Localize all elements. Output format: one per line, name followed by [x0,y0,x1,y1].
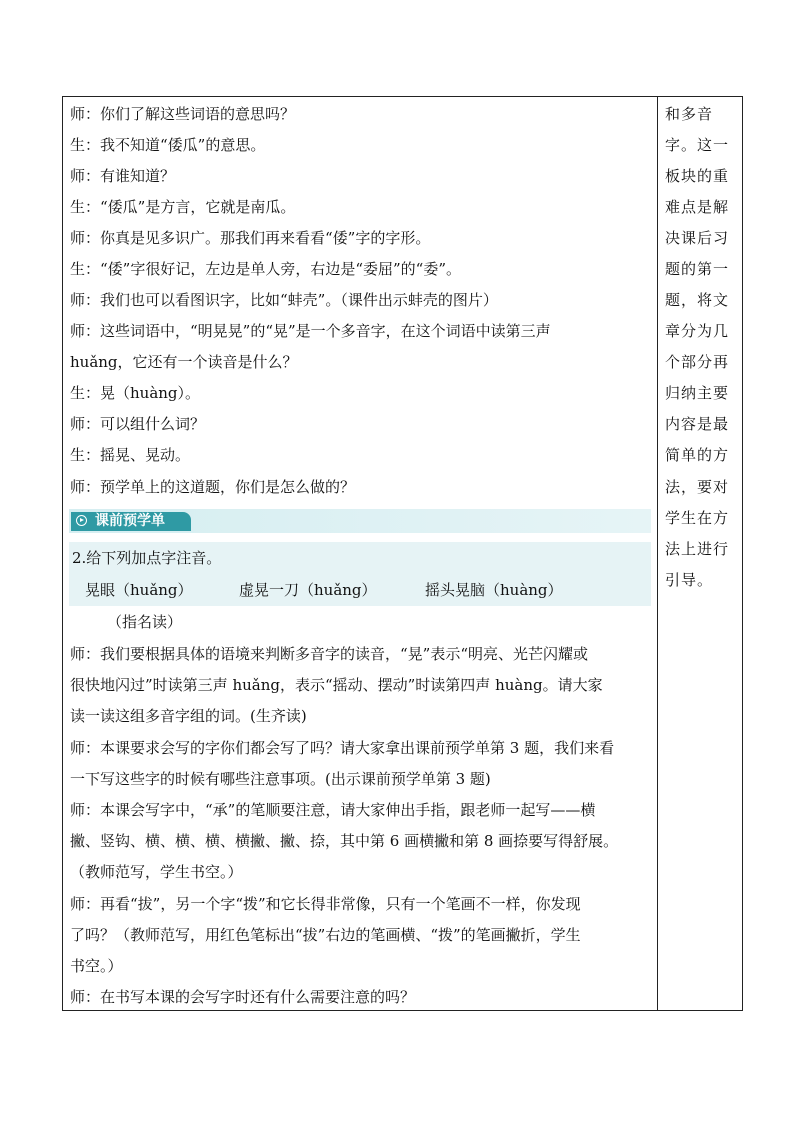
commentary-line: 题，将文 [665,291,730,309]
play-circle-icon [76,515,87,526]
dialogue-line: 生：我不知道“倭瓜”的意思。 [70,136,266,154]
preview-sheet-banner [69,509,651,533]
commentary-line: 章分为几 [665,322,730,340]
dialogue-line: 师：本课会写字中，“承”的笔顺要注意，请大家伸出手指，跟老师一起写——横 [70,801,596,819]
exercise-item: 虚晃一刀（huǎng） [239,581,377,599]
commentary-line: 归纳主要 [665,384,730,402]
dialogue-line: 读一读这组多音字组的词。(生齐读) [70,707,307,725]
dialogue-line: 生：“倭瓜”是方言，它就是南瓜。 [70,198,296,216]
dialogue-line: 师：预学单上的这道题，你们是怎么做的？ [70,478,356,496]
dialogue-line: 师：我们要根据具体的语境来判断多音字的读音，“晃”表示“明亮、光芒闪耀或 [70,645,589,663]
commentary-line: 字。这一 [665,136,730,154]
dialogue-line: 很快地闪过”时读第三声 huǎng，表示“摇动、摆动”时读第四声 huàng。请大家 [70,676,603,694]
dialogue-line: 一下写这些字的时候有哪些注意事项。(出示课前预学单第 3 题) [70,770,491,788]
lesson-table [62,96,743,1011]
dialogue-line: 生：摇晃、晃动。 [70,446,191,464]
banner-tab [71,512,191,531]
dialogue-line: 书空。） [70,957,123,975]
dialogue-line: （指名读） [107,613,183,631]
dialogue-line: 了吗？（教师范写，用红色笔标出“拔”右边的笔画横、“拨”的笔画撇折，学生 [70,926,581,944]
commentary-line: 学生在方 [665,509,730,527]
exercise-item: 晃眼（huǎng） [85,581,193,599]
column-divider [657,97,658,1010]
dialogue-line: 师：在书写本课的会写字时还有什么需要注意的吗？ [70,988,416,1006]
dialogue-line: 师：这些词语中，“明晃晃”的“晃”是一个多音字，在这个词语中读第三声 [70,322,551,340]
dialogue-line: 师：本课要求会写的字你们都会写了吗？请大家拿出课前预学单第 3 题，我们来看 [70,739,615,757]
dialogue-line: 师：再看“拔”，另一个字“拨”和它长得非常像，只有一个笔画不一样，你发现 [70,895,581,913]
exercise-question: 2.给下列加点字注音。 [72,549,222,567]
commentary-line: 难点是解 [665,198,730,216]
commentary-line: 个部分再 [665,353,730,371]
commentary-line: 引导。 [665,571,714,589]
dialogue-line: huǎng，它还有一个读音是什么？ [70,353,298,371]
commentary-line: 简单的方 [665,446,730,464]
banner-label: 课前预学单 [95,513,165,529]
commentary-line: 题的第一 [665,260,730,278]
dialogue-line: 师：你真是见多识广。那我们再来看看“倭”字的字形。 [70,229,431,247]
dialogue-line: 撇、竖钩、横、横、横、横撇、撇、捺，其中第 6 画横撇和第 8 画捺要写得舒展。 [70,832,619,850]
exercise-box [69,542,651,606]
dialogue-line: 师：你们了解这些词语的意思吗？ [70,105,296,123]
dialogue-line: 师：我们也可以看图识字，比如“蚌壳”。（课件出示蚌壳的图片） [70,291,498,309]
dialogue-line: 师：有谁知道？ [70,167,176,185]
commentary-line: 法上进行 [665,540,730,558]
commentary-line: 法，要对 [665,478,730,496]
dialogue-line: （教师范写，学生书空。） [70,863,243,881]
dialogue-line: 师：可以组什么词？ [70,415,206,433]
commentary-line: 板块的重 [665,167,730,185]
commentary-line: 内容是最 [665,415,730,433]
dialogue-line: 生：“倭”字很好记，左边是单人旁，右边是“委屈”的“委”。 [70,260,462,278]
commentary-line: 和多音 [665,105,714,123]
commentary-line: 决课后习 [665,229,730,247]
exercise-item: 摇头晃脑（huàng） [425,581,563,599]
dialogue-line: 生：晃（huàng）。 [70,384,201,402]
